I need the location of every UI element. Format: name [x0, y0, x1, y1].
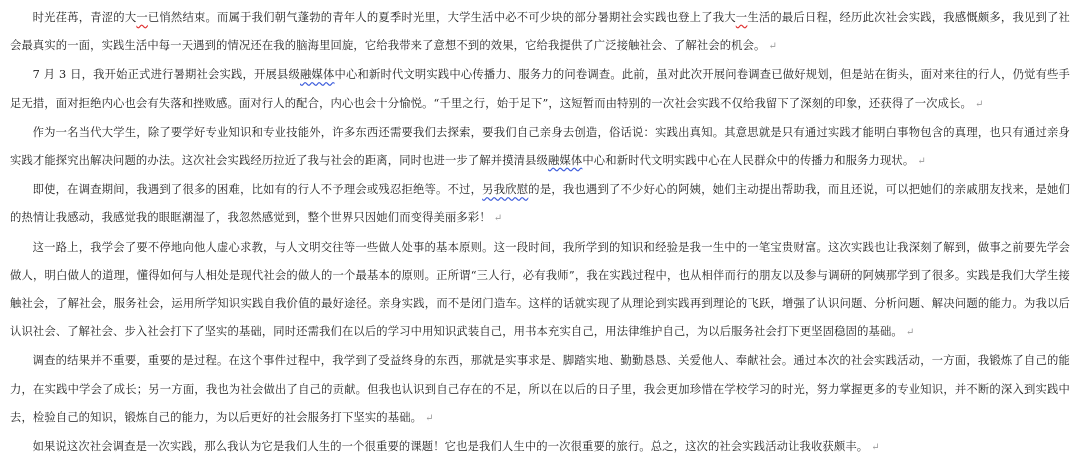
- grammar-marked-text[interactable]: 另我欣慰: [482, 183, 529, 197]
- text-run: 已悄然结束。而属于我们朝气蓬勃的青年人的夏季时光里，大学生活中必不可少块的部分暑期社会实践也登上了我大: [147, 11, 736, 24]
- spelling-marked-text[interactable]: 一: [136, 11, 148, 24]
- text-run: 中心和新时代文明实践中心传播力、服务力的问卷调查。此前，虽对此次开展问卷调查已做好规划，但是站在街头，面对来往的行人，仍觉有些手足无措，面对拒绝内心也会有失落和挫败感。面对行人的配合，内心也会十分愉悦。“千里之行，始于足下”，这短暂而由特别的一次社会实践不仅给我留下了深刻的印象，还获得了一次成长。: [10, 68, 1071, 110]
- paragraph-mark-icon: ↵: [425, 412, 434, 424]
- paragraph-5: [10, 234, 1070, 348]
- text-run: 的是，我也遇到了不少好心的阿姨，她们主动提出帮助我，而且还说，可以把她们的亲戚朋友找来，是她们的热情让我感动，我感觉我的眼眶潮湿了，我忽然感觉到，整个世界只因她们而变得美丽多彩！: [10, 183, 1071, 225]
- paragraph-mark-icon: ↵: [768, 41, 778, 53]
- text-run: 即使，在调查期间，我遇到了很多的困难，比如有的行人不予理会或残忍拒绝等。不过，: [32, 183, 483, 197]
- paragraph-mark-icon: ↵: [871, 442, 880, 454]
- paragraph-mark-icon: ↵: [905, 327, 915, 339]
- text-run: 作为一名当代大学生，除了要学好专业知识和专业技能外，许多东西还需要我们去探索，要我们自己亲身去创造，俗话说：实践出真知。其意思就是只有通过实践才能明白事物包含的真理，也只有通过亲身实践才能探究出解决问题的办法。这次社会实践经历拉近了我与社会的距离，同时也进一步了解并摸清县级: [10, 125, 1070, 168]
- text-run: 中心和新时代文明实践中心在人民群众中的传播力和服务力现状。: [582, 154, 915, 168]
- spelling-marked-text[interactable]: 一: [735, 11, 748, 24]
- grammar-marked-text[interactable]: 融媒体: [300, 68, 335, 82]
- paragraph-mark-icon: ↵: [493, 213, 503, 225]
- paragraph-mark-icon: ↵: [974, 98, 984, 110]
- text-run: 这一路上，我学会了要不停地向他人虚心求教，与人文明交往等一些做人处事的基本原则。这一段时间，我所学到的知识和经验是我一生中的一笔宝贵财富。这次实践也让我深刻了解到，做事之前要先学会做人，明白做人的道理，懂得如何与人相处是现代社会的做人的一个最基本的原则。正所谓“三人行，必有我师”，我在实践过程中，也从相伴而行的朋友以及参与调研的阿姨那学到了很多。实践是我们大学生接触社会，了解社会，服务社会，运用所学知识实践自我价值的最好途径。亲身实践，而不是闭门造车。这样的话就实现了从理论到实践再到理论的飞跃，增强了认识问题、分析问题、解决问题的能力。为我以后认识社会、了解社会、步入社会打下了坚实的基础，同时还需我们在以后的学习中用知识武装自己，用书本充实自己，用法律维护自己，为以后服务社会打下更坚固稳固的基础。: [10, 240, 1070, 339]
- text-run: 时光荏苒，青涩的大: [32, 11, 137, 24]
- paragraph-mark-icon: ↵: [917, 156, 926, 168]
- paragraph-7: [10, 433, 1070, 462]
- paragraph-4: [10, 176, 1070, 233]
- text-run: 如果说这次社会调查是一次实践，那么我认为它是我们人生的一个很重要的课题！它也是我们人生中的一次很重要的旅行。总之，这次的社会实践活动让我收获颇丰。: [32, 440, 869, 454]
- text-run: 生活的最后日程，经历此次社会实践，我感慨颇多，我见到了社会最真实的一面，实践生活中每一天遇到的情况还在我的脑海里回旋，它给我带来了意想不到的效果，它给我提供了广泛接触社会、了解社会的机会。: [10, 11, 1070, 53]
- paragraph-3: [10, 119, 1070, 176]
- text-run: 7 月 3 日，我开始正式进行暑期社会实践，开展县级: [32, 68, 300, 82]
- text-run: 调查的结果并不重要，重要的是过程。在这个事件过程中，我学到了受益终身的东西，那就是实事求是、脚踏实地、勤勤恳恳、关爱他人、奉献社会。通过本次的社会实践活动，一方面，我锻炼了自己的能力，在实践中学会了成长；另一方面，我也为社会做出了自己的贡献。但我也认识到自己存在的不足，所以在以后的日子里，我会更加珍惜在学校学习的时光，努力掌握更多的专业知识，并不断的深入到实践中去，检验自己的知识，锻炼自己的能力，为以后更好的社会服务打下坚实的基础。: [10, 354, 1070, 424]
- paragraph-2: [10, 61, 1070, 118]
- paragraph-1: [10, 4, 1070, 61]
- grammar-marked-text[interactable]: 融媒体: [548, 154, 583, 168]
- paragraph-6: [10, 347, 1070, 433]
